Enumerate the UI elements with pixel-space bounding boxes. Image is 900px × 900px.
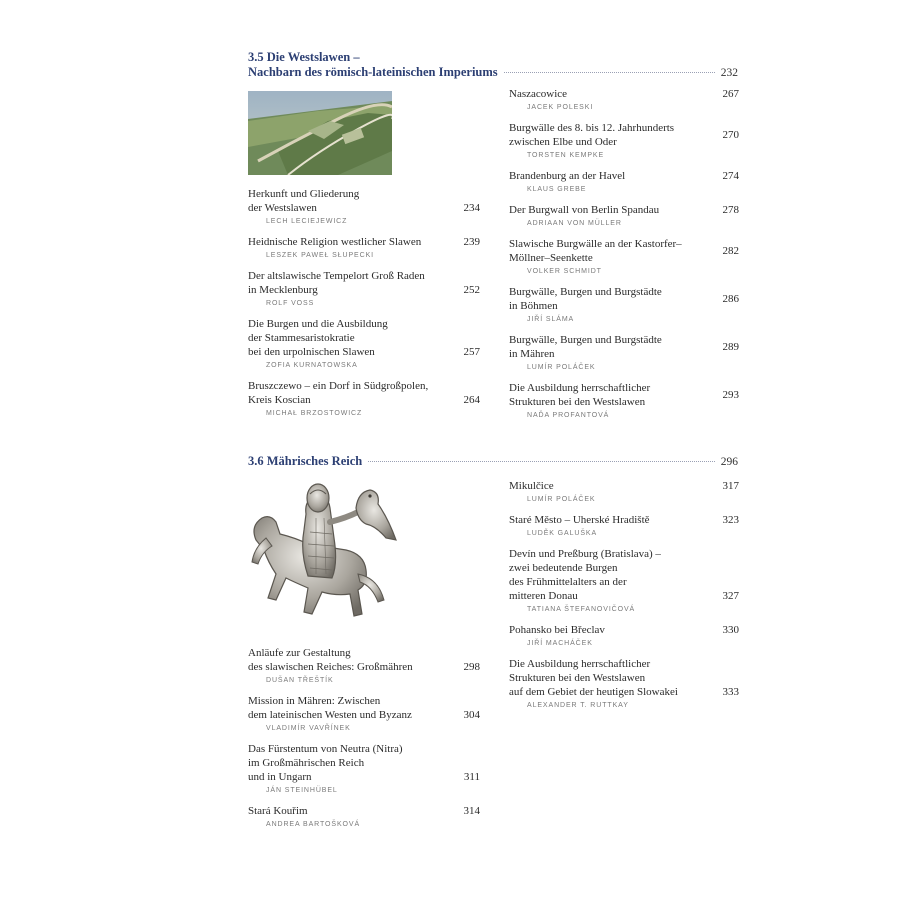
entry-author: LECH LECIEJEWICZ [266,218,348,225]
toc-entry[interactable] [509,169,739,194]
entry-title-line: und in Ungarn [248,771,312,783]
entry-title-line: Anläufe zur Gestaltung [248,647,351,659]
entry-author: VLADIMÍR VAVŘÍNEK [266,725,351,732]
section-heading-3-5[interactable] [248,50,738,81]
entry-title-line: zwischen Elbe und Oder [509,136,617,148]
entry-author: JIŘÍ SLÁMA [527,316,575,323]
entry-title-line: Mission in Mähren: Zwischen [248,695,381,707]
aerial-photo-image [248,91,392,175]
entry-title-line: Heidnische Religion westlicher Slawen [248,236,422,248]
entry-title-line: Strukturen bei den Westslawen [509,396,646,408]
entry-author: JACEK POLESKI [527,104,594,111]
entry-author: LUMÍR POLÁČEK [527,364,596,371]
toc-entry[interactable] [509,333,739,372]
entry-title-line: Stará Kouřim [248,805,308,817]
toc-entry[interactable] [248,646,480,685]
entry-title-line: Burgwälle des 8. bis 12. Jahrhunderts [509,122,675,134]
toc-entry[interactable] [509,657,739,710]
entry-title-line: auf dem Gebiet der heutigen Slowakei [509,686,678,698]
toc-entry[interactable] [248,379,480,418]
toc-entry[interactable] [248,187,480,226]
toc-entry[interactable] [248,742,480,795]
entry-title-line: Kreis Koscian [248,394,311,406]
entry-page-number: 304 [463,709,480,721]
entry-title-line: in Böhmen [509,300,558,312]
entry-page-number: 274 [722,170,739,182]
entry-title-line: zwei bedeutende Burgen [509,562,618,574]
entry-title-line: Möllner–Seenkette [509,252,593,264]
toc-entry[interactable] [509,203,739,228]
entry-title-line: Burgwälle, Burgen und Burgstädte [509,286,662,298]
toc-entry[interactable] [509,479,739,504]
toc-entry[interactable] [509,237,739,276]
entry-title-line: in Mähren [509,348,555,360]
entry-page-number: 298 [463,661,480,673]
entry-author: TORSTEN KEMPKE [527,152,605,159]
entry-page-number: 333 [722,686,739,698]
section-heading-line: 3.5 Die Westslawen – [248,50,360,64]
toc-entry[interactable] [509,623,739,648]
entry-title-line: dem lateinischen Westen und Byzanz [248,709,412,721]
entry-title-line: im Großmährischen Reich [248,757,365,769]
entry-page-number: 270 [722,129,739,141]
entry-title-line: Burgwälle, Burgen und Burgstädte [509,334,662,346]
entry-page-number: 314 [463,805,480,817]
toc-column-right [509,479,739,719]
entry-title-line: Brandenburg an der Havel [509,170,626,182]
entry-title-line: Pohansko bei Břeclav [509,624,605,636]
entry-title-line: Devín und Preßburg (Bratislava) – [509,548,661,560]
entry-title-line: Staré Město – Uherské Hradiště [509,514,650,526]
entry-page-number: 293 [722,389,739,401]
entry-author: ANDREA BARTOŠKOVÁ [266,821,361,828]
entry-title-line: Slawische Burgwälle an der Kastorfer– [509,238,682,250]
toc-entry[interactable] [248,804,480,829]
entry-author: LUMÍR POLÁČEK [527,496,596,503]
toc-entry[interactable] [248,317,480,370]
entry-page-number: 286 [722,293,739,305]
entry-author: TATIANA ŠTEFANOVIČOVÁ [527,606,636,613]
entry-title-line: Der Burgwall von Berlin Spandau [509,204,660,216]
entry-page-number: 252 [463,284,480,296]
entry-page-number: 282 [722,245,739,257]
entry-author: ADRIAAN VON MÜLLER [527,220,622,227]
section-heading-line: Nachbarn des römisch-lateinischen Imperiums [248,65,498,79]
entry-author: DUŠAN TŘEŠTÍK [266,677,334,684]
entry-page-number: 317 [722,480,739,492]
toc-entry[interactable] [509,513,739,538]
toc-entry[interactable] [509,547,739,614]
entry-author: KLAUS GREBE [527,186,587,193]
section-page-number: 296 [720,456,738,468]
entry-title-line: in Mecklenburg [248,284,318,296]
entry-author: LESZEK PAWEŁ SŁUPECKI [266,252,374,259]
entry-title-line: des slawischen Reiches: Großmähren [248,661,413,673]
entry-page-number: 323 [722,514,739,526]
toc-column-left [248,646,480,838]
entry-title-line: Herkunft und Gliederung [248,188,360,200]
entry-page-number: 278 [722,204,739,216]
entry-page-number: 289 [722,341,739,353]
toc-entry[interactable] [248,269,480,308]
entry-title-line: Die Ausbildung herrschaftlicher [509,658,651,670]
entry-author: NAĎA PROFANTOVÁ [527,412,610,419]
toc-entry[interactable] [509,381,739,420]
entry-title-line: Die Burgen und die Ausbildung [248,318,388,330]
entry-page-number: 330 [722,624,739,636]
entry-title-line: der Westslawen [248,202,317,214]
toc-entry[interactable] [509,285,739,324]
entry-page-number: 267 [722,88,739,100]
entry-title-line: Bruszczewo – ein Dorf in Südgroßpolen, [248,380,429,392]
entry-title-line: mitteren Donau [509,590,578,602]
entry-page-number: 264 [463,394,480,406]
dotted-leader [504,72,715,73]
silver-rider-figure-image [246,478,406,624]
entry-page-number: 239 [463,236,480,248]
toc-entry[interactable] [248,235,480,260]
entry-title-line: Strukturen bei den Westslawen [509,672,646,684]
entry-author: JIŘÍ MACHÁČEK [527,640,593,647]
entry-title-line: Mikulčice [509,480,554,492]
entry-title-line: Die Ausbildung herrschaftlicher [509,382,651,394]
entry-page-number: 311 [463,771,480,783]
entry-page-number: 257 [463,346,480,358]
entry-author: ALEXANDER T. RUTTKAY [527,702,629,709]
entry-title-line: Der altslawische Tempelort Groß Raden [248,270,425,282]
toc-column-right [509,87,739,429]
toc-entry[interactable] [509,121,739,160]
entry-title-line: Das Fürstentum von Neutra (Nitra) [248,743,403,755]
entry-author: ZOFIA KURNATOWSKA [266,362,358,369]
entry-title-line: bei den urpolnischen Slawen [248,346,375,358]
entry-page-number: 327 [722,590,739,602]
toc-entry[interactable] [248,694,480,733]
dotted-leader [368,461,715,462]
entry-author: JÁN STEINHÜBEL [266,787,338,794]
section-heading-line: 3.6 Mährisches Reich [248,454,363,468]
section-heading-3-6[interactable] [248,454,738,470]
entry-author: MICHAŁ BRZOSTOWICZ [266,410,363,417]
entry-title-line: der Stammesaristokratie [248,332,355,344]
entry-author: ROLF VOSS [266,300,315,307]
entry-title-line: des Frühmittelalters an der [509,576,627,588]
entry-title-line: Naszacowice [509,88,568,100]
toc-entry[interactable] [509,87,739,112]
entry-page-number: 234 [463,202,480,214]
entry-author: VOLKER SCHMIDT [527,268,602,275]
section-page-number: 232 [720,67,738,79]
entry-author: LUDĚK GALUŠKA [527,530,598,537]
toc-column-left [248,187,480,427]
